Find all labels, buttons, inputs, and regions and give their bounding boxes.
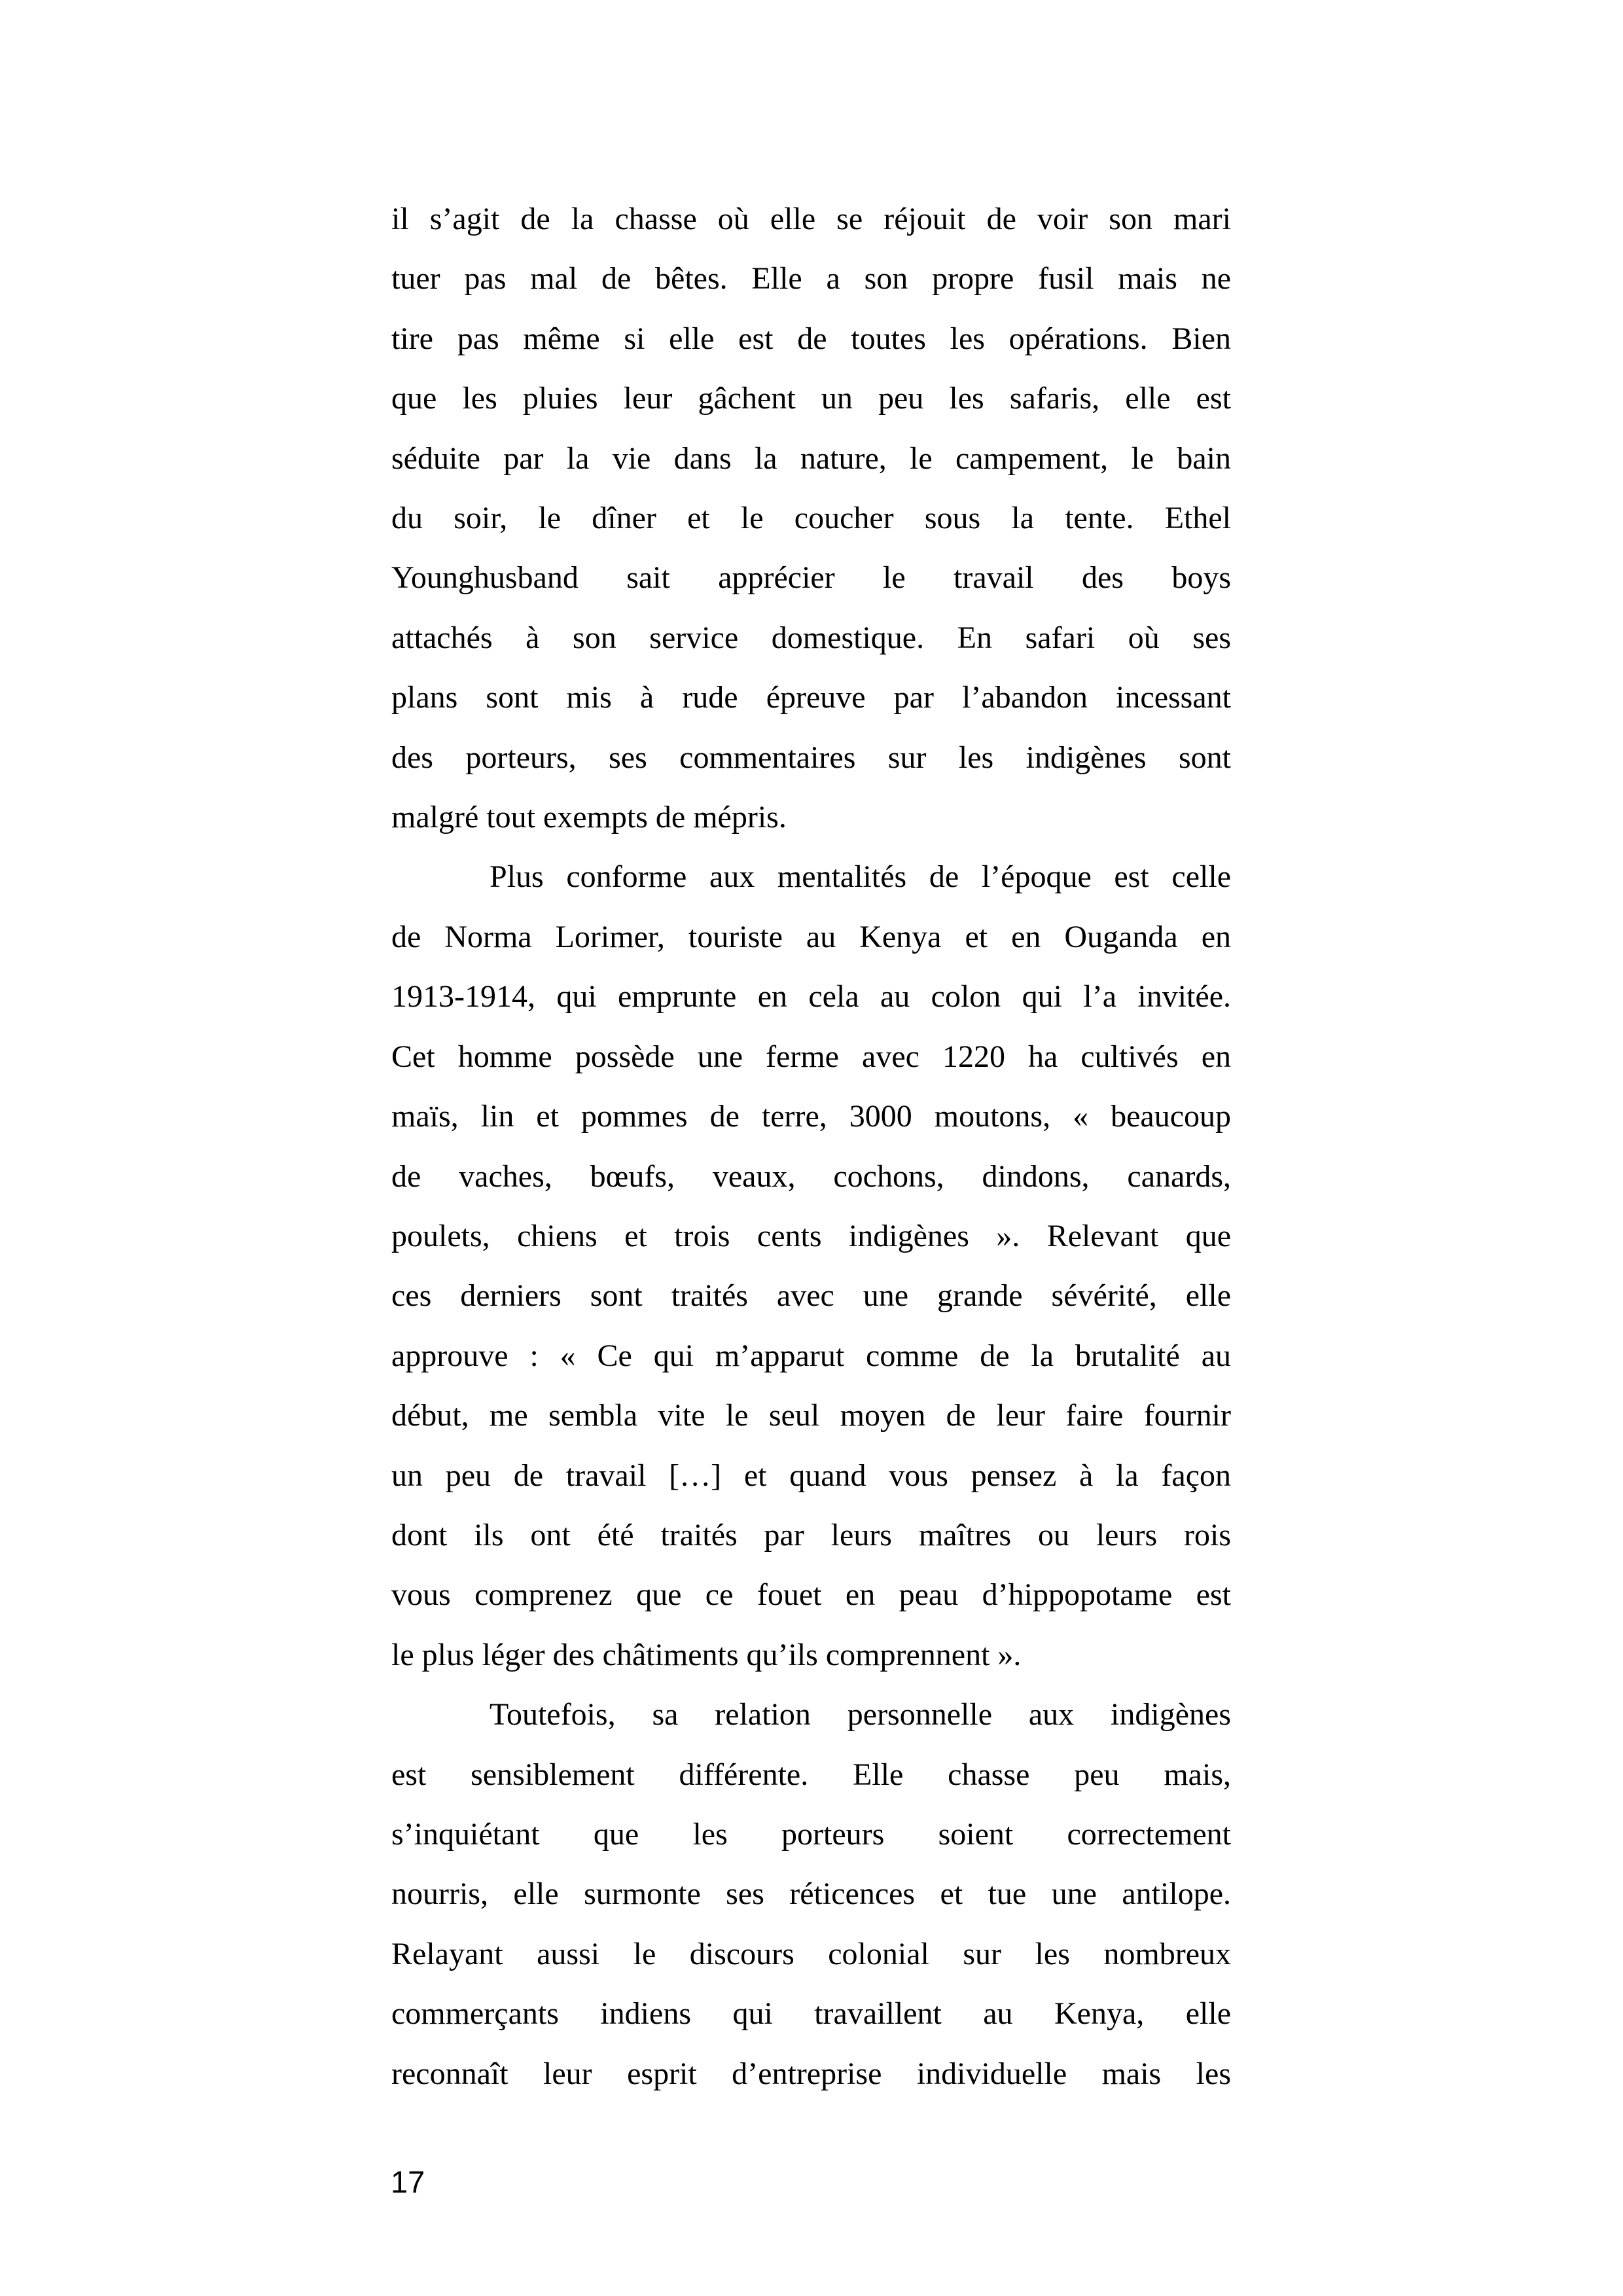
text-line: séduite par la vie dans la nature, le campement, le bain [391, 440, 1231, 476]
text-line: reconnaît leur esprit d’entreprise individuelle mais les [391, 2056, 1231, 2091]
text-line: tuer pas mal de bêtes. Elle a son propre fusil mais ne [391, 261, 1231, 296]
text-line: que les pluies leur gâchent un peu les safaris, elle est [391, 381, 1231, 416]
text-line-paragraph-end: le plus léger des châtiments qu’ils comprennent ». [391, 1637, 1022, 1672]
text-line: nourris, elle surmonte ses réticences et tue une antilope. [391, 1876, 1231, 1912]
text-line: s’inquiétant que les porteurs soient correctement [391, 1816, 1231, 1852]
text-line: un peu de travail […] et quand vous pensez à la façon [391, 1458, 1231, 1493]
text-line: dont ils ont été traités par leurs maîtres ou leurs rois [391, 1517, 1231, 1552]
text-line: ces derniers sont traités avec une grande sévérité, elle [391, 1278, 1231, 1314]
text-line: maïs, lin et pommes de terre, 3000 moutons, « beaucoup [391, 1099, 1231, 1134]
text-line-paragraph-end: malgré tout exempts de mépris. [391, 800, 787, 835]
text-line: est sensiblement différente. Elle chasse peu mais, [391, 1757, 1231, 1792]
text-line: de Norma Lorimer, touriste au Kenya et en Ouganda en [391, 919, 1231, 954]
text-line: plans sont mis à rude épreuve par l’abandon incessant [391, 680, 1231, 715]
text-line: 1913-1914, qui emprunte en cela au colon qui l’a invitée. [391, 979, 1231, 1014]
page-number: 17 [391, 2164, 425, 2199]
body-text [391, 189, 1231, 2104]
text-line: Relayant aussi le discours colonial sur les nombreux [391, 1936, 1231, 1971]
text-line: approuve : « Ce qui m’apparut comme de la brutalité au [391, 1338, 1231, 1373]
text-line: poulets, chiens et trois cents indigènes ». Relevant que [391, 1218, 1231, 1253]
text-line: début, me sembla vite le seul moyen de leur faire fournir [391, 1398, 1231, 1433]
text-line-paragraph-start: Toutefois, sa relation personnelle aux indigènes [490, 1697, 1231, 1732]
text-line: tire pas même si elle est de toutes les opérations. Bien [391, 321, 1231, 356]
text-line: commerçants indiens qui travaillent au Kenya, elle [391, 1996, 1231, 2032]
text-line: de vaches, bœufs, veaux, cochons, dindons, canards, [391, 1158, 1231, 1194]
text-line: Younghusband sait apprécier le travail des boys [391, 560, 1231, 596]
text-line: il s’agit de la chasse où elle se réjouit de voir son mari [391, 202, 1231, 236]
text-line: des porteurs, ses commentaires sur les indigènes sont [391, 740, 1231, 775]
text-line-paragraph-start: Plus conforme aux mentalités de l’époque est celle [490, 859, 1231, 895]
text-line: attachés à son service domestique. En safari où ses [391, 620, 1231, 655]
text-line: vous comprenez que ce fouet en peau d’hippopotame est [391, 1577, 1231, 1613]
text-line: du soir, le dîner et le coucher sous la tente. Ethel [391, 501, 1231, 536]
text-line: Cet homme possède une ferme avec 1220 ha cultivés en [391, 1039, 1231, 1074]
